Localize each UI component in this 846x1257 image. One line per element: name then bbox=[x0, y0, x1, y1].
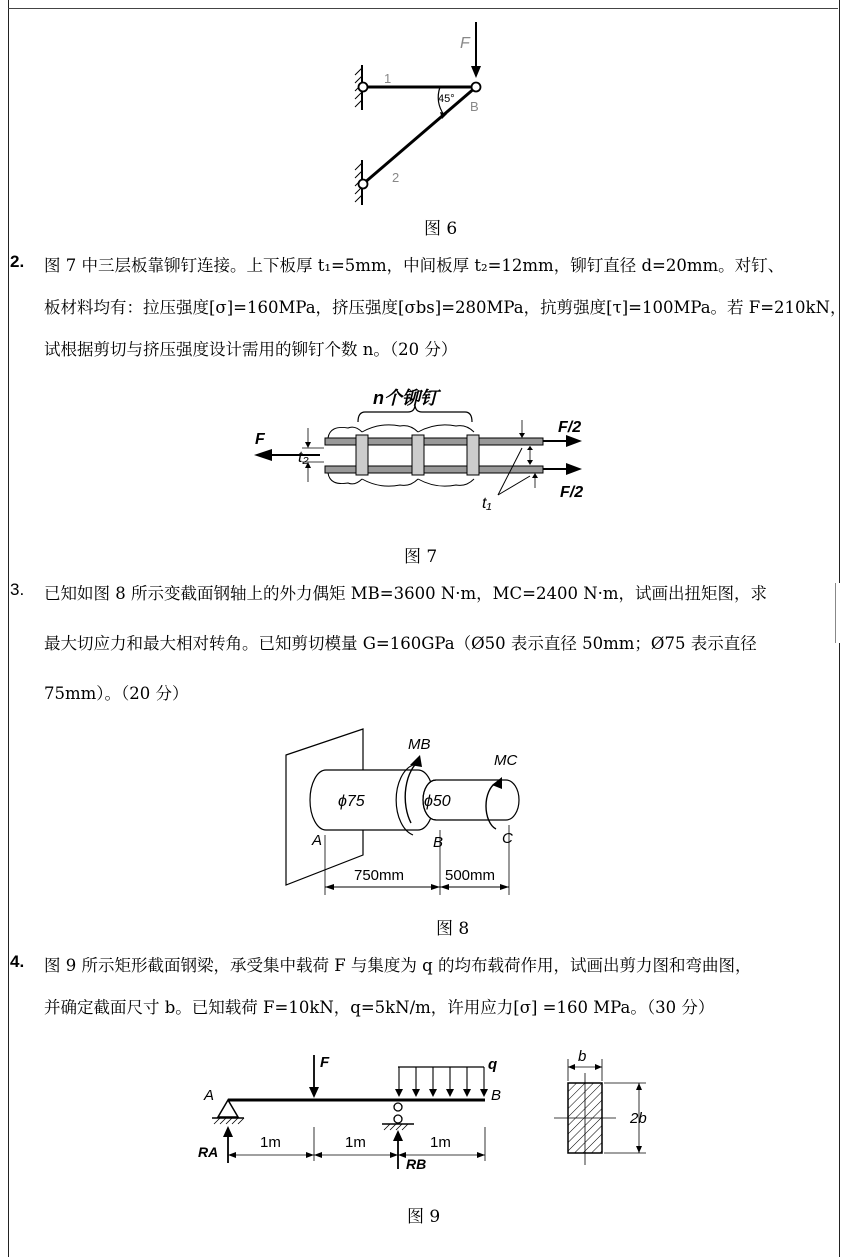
fig8-label-B: B bbox=[433, 834, 444, 851]
question-4-line-2: 并确定截面尺寸 b。已知载荷 F=10kN，q=5kN/m，许用应力[σ] =160 MPa。（30 分） bbox=[44, 998, 715, 1017]
fig8-label-MB: MB bbox=[408, 736, 431, 753]
fig8-label-phi50: ϕ50 bbox=[424, 793, 451, 810]
fig6-label-1: 1 bbox=[384, 71, 392, 86]
figure-6-caption: 图 6 bbox=[424, 219, 458, 239]
fig8-dim-750: 750mm bbox=[354, 867, 405, 884]
fig7-label-t2: t₂ bbox=[298, 449, 309, 466]
question-2-line-1: 图 7 中三层板靠铆钉连接。上下板厚 t₁=5mm，中间板厚 t₂=12mm，铆钉直径 d=20mm。对钉、 bbox=[44, 256, 785, 275]
figure-9-caption: 图 9 bbox=[407, 1207, 441, 1227]
fig9-dim-1: 1m bbox=[260, 1134, 281, 1151]
scroll-edge bbox=[835, 583, 846, 643]
fig7-label-F2-bottom: F/2 bbox=[560, 484, 584, 501]
fig7-label-F: F bbox=[255, 431, 265, 448]
figure-8-caption: 图 8 bbox=[436, 919, 470, 939]
fig9-dim-3: 1m bbox=[430, 1134, 451, 1151]
figure-8-diagram bbox=[278, 725, 548, 905]
fig7-label-F2-top: F/2 bbox=[558, 419, 582, 436]
question-3-line-2: 最大切应力和最大相对转角。已知剪切模量 G=160GPa（Ø50 表示直径 50mm；Ø75 表示直径 bbox=[44, 634, 757, 653]
fig6-label-2: 2 bbox=[392, 170, 400, 185]
question-3-number: 3. bbox=[10, 580, 25, 599]
question-3-line-1: 已知如图 8 所示变截面钢轴上的外力偶矩 MB=3600 N·m，MC=2400 N·m，试画出扭矩图，求 bbox=[44, 584, 768, 603]
fig9-label-A: A bbox=[204, 1087, 215, 1104]
fig8-label-A: A bbox=[312, 832, 323, 849]
fig9-label-b: b bbox=[578, 1048, 587, 1065]
top-border bbox=[8, 8, 838, 9]
fig7-title: n个铆钉 bbox=[373, 388, 438, 408]
fig6-label-F: F bbox=[460, 35, 470, 52]
question-3-line-3: 75mm）。（20 分） bbox=[44, 684, 189, 703]
fig8-label-MC: MC bbox=[494, 752, 518, 769]
fig9-label-RB: RB bbox=[406, 1156, 427, 1172]
fig9-dim-2: 1m bbox=[345, 1134, 366, 1151]
question-2-line-2: 板材料均有：拉压强度[σ]=160MPa，挤压强度[σbs]=280MPa，抗剪强度[τ]=100MPa。若 F=210kN， bbox=[44, 298, 846, 317]
fig9-label-q: q bbox=[488, 1056, 498, 1073]
fig7-label-t1: t₁ bbox=[482, 495, 492, 512]
fig8-label-phi75: ϕ75 bbox=[338, 793, 365, 810]
fig6-label-angle: 45° bbox=[438, 93, 455, 105]
question-4-line-1: 图 9 所示矩形截面钢梁，承受集中载荷 F 与集度为 q 的均布载荷作用，试画出剪力图和弯曲图， bbox=[44, 956, 752, 975]
fig8-label-C: C bbox=[502, 830, 513, 847]
fig6-label-B: B bbox=[470, 99, 479, 114]
question-2-line-3: 试根据剪切与挤压强度设计需用的铆钉个数 n。（20 分） bbox=[44, 340, 458, 359]
figure-7-caption: 图 7 bbox=[404, 547, 438, 567]
figure-7-diagram bbox=[240, 380, 600, 520]
bar-2 bbox=[363, 87, 476, 184]
figure-6-diagram bbox=[340, 20, 510, 210]
question-4-number: 4. bbox=[10, 952, 25, 971]
fig8-dim-500: 500mm bbox=[445, 867, 496, 884]
shaft-phi75 bbox=[310, 770, 434, 830]
fig9-label-B: B bbox=[491, 1087, 502, 1104]
question-2-number: 2. bbox=[10, 252, 25, 271]
figure-9-diagram bbox=[190, 1045, 660, 1180]
fig9-label-F: F bbox=[320, 1054, 330, 1071]
fig9-label-RA: RA bbox=[198, 1144, 219, 1160]
fig9-label-2b: 2b bbox=[630, 1110, 647, 1127]
